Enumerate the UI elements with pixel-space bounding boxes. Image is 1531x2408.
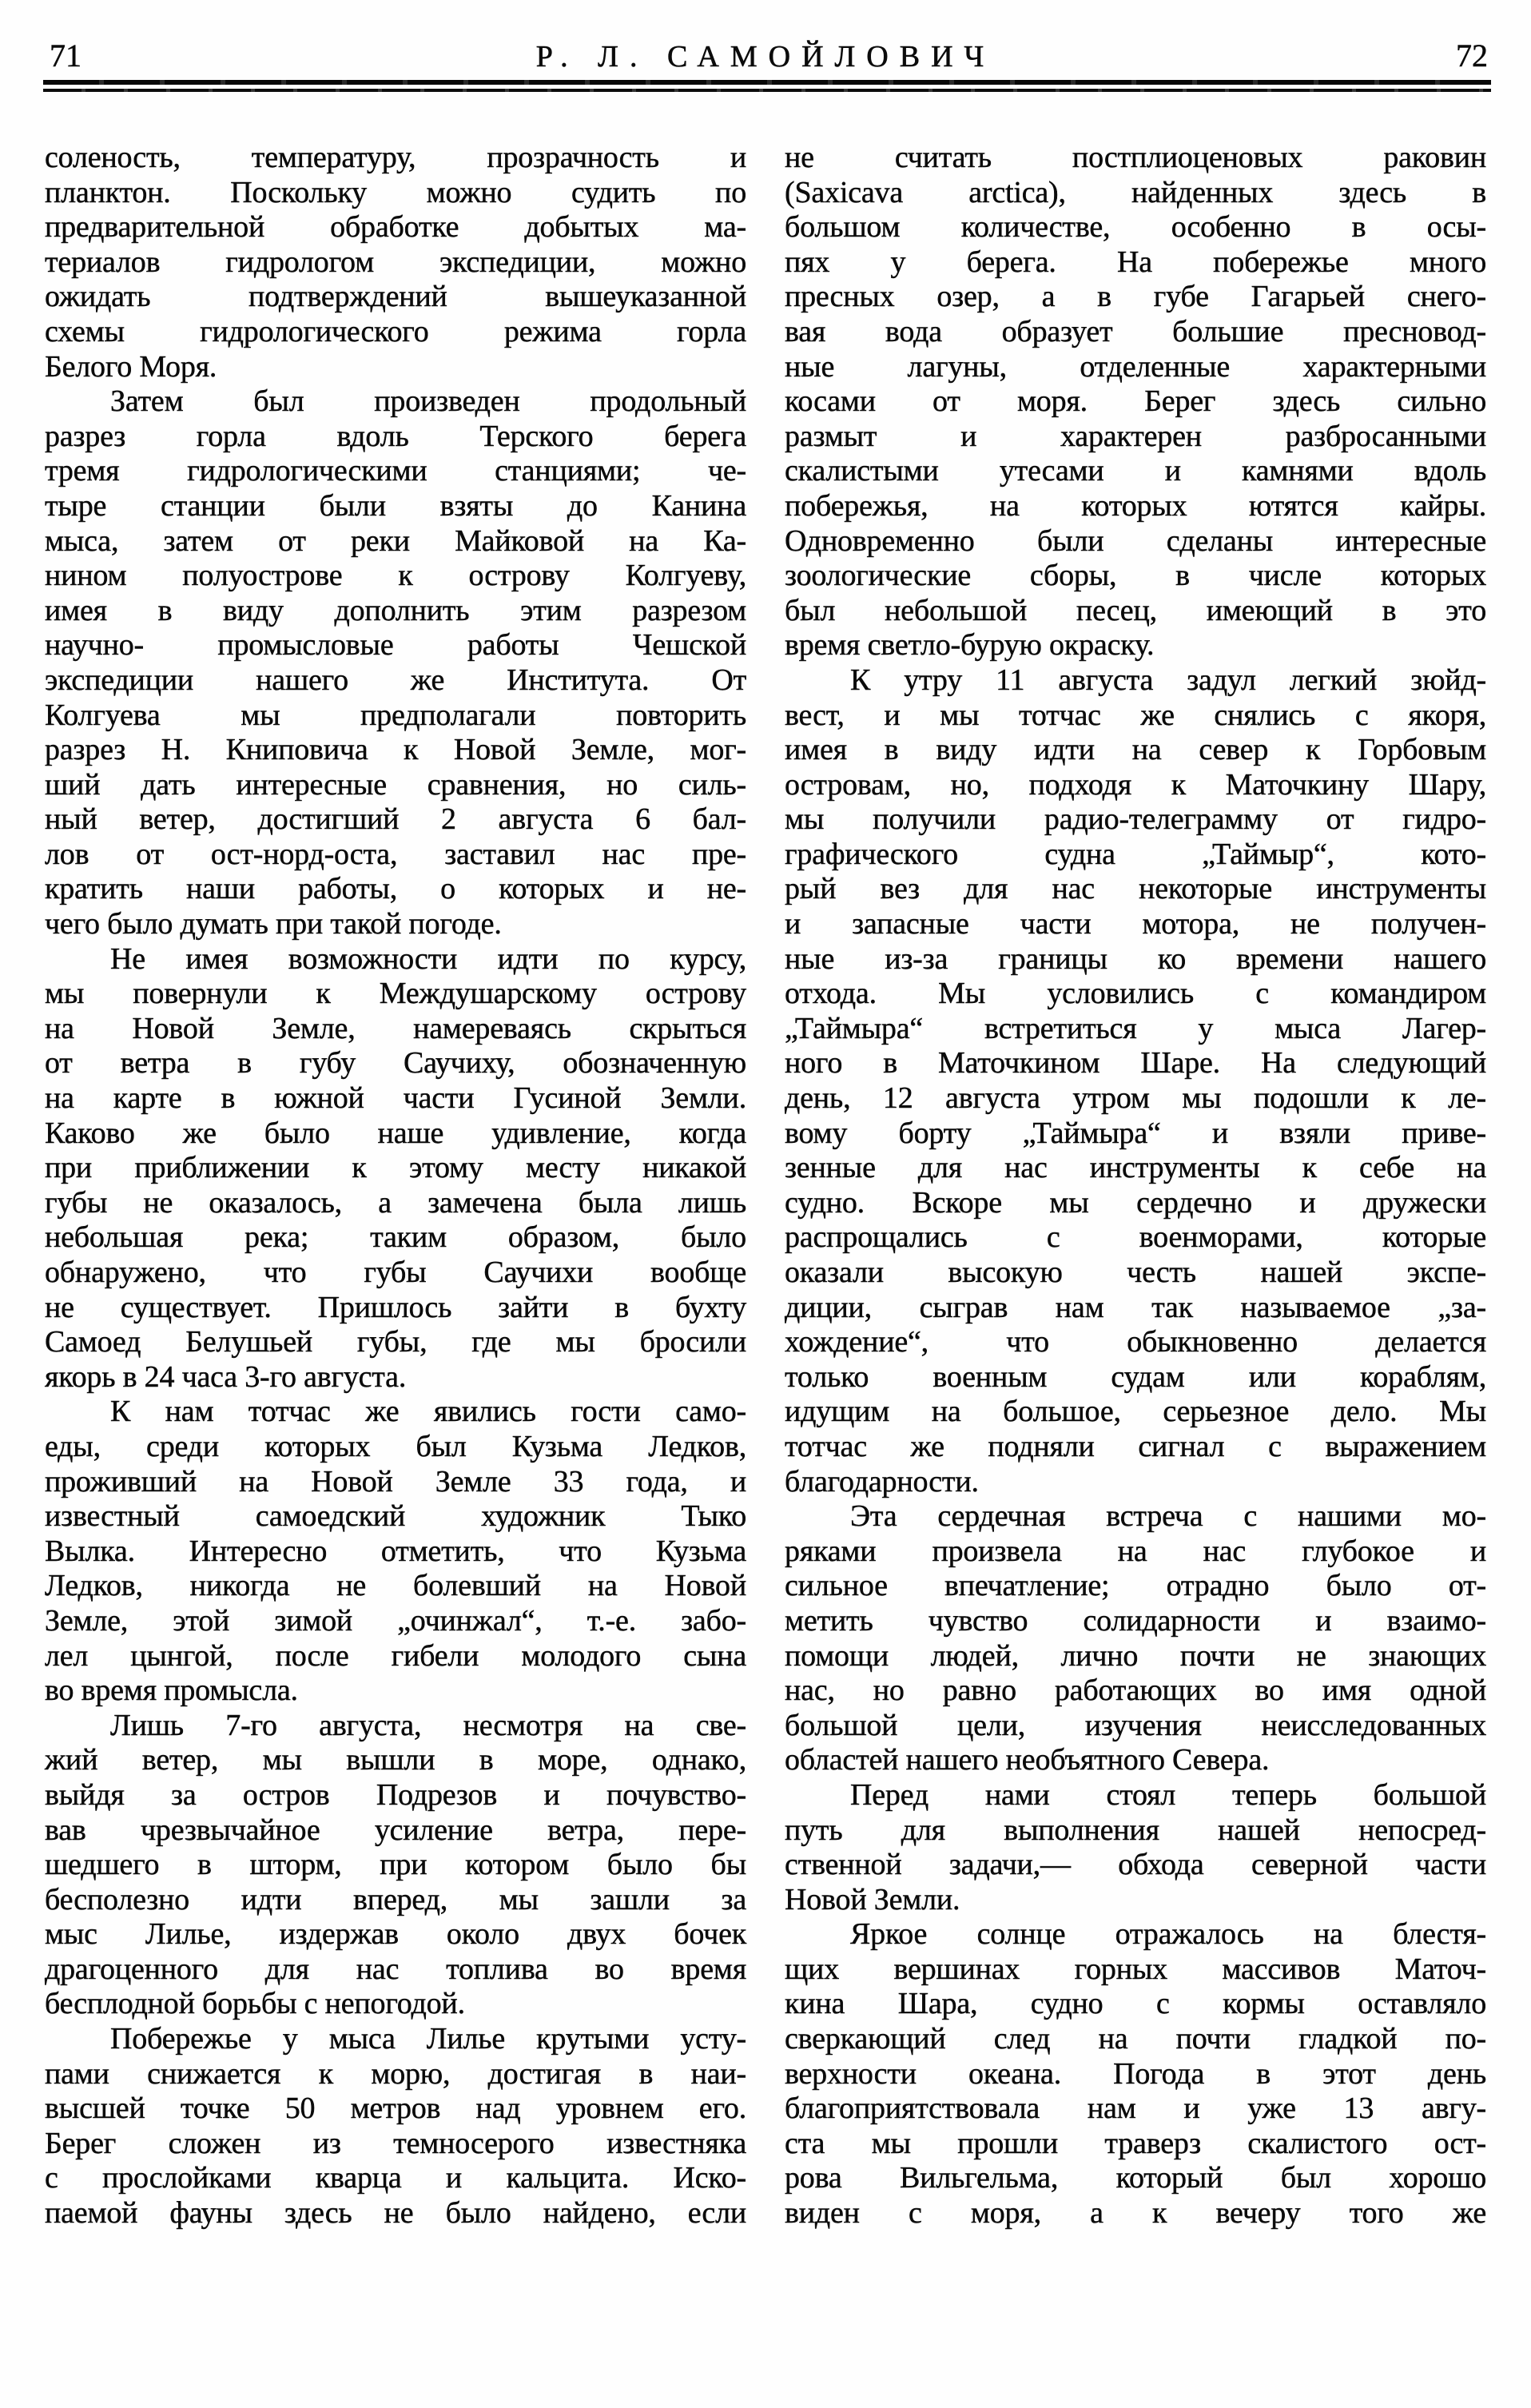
text-line: благоприятствовала нам и уже 13 авгу- [785, 2092, 1486, 2126]
page-header [43, 30, 1488, 72]
text-line: не считать постплиоценовых раковин [785, 141, 1486, 174]
text-line: помощи людей, лично почти не знающих [785, 1638, 1486, 1673]
text-line: Затем был произведен продольный [110, 384, 746, 419]
text-line: Белого Моря. [45, 349, 217, 384]
rule-line-bottom [43, 89, 1491, 92]
text-line: зенные для нас инструменты к себе на [785, 1151, 1486, 1185]
text-line: тотчас же подняли сигнал с выражением [785, 1429, 1486, 1463]
text-line: на карте в южной части Гусиной Земли. [45, 1081, 746, 1116]
text-line: благодарности. [785, 1464, 979, 1499]
text-line: Побережье у мыса Лилье крутыми усту- [110, 2022, 746, 2056]
text-line: косами от моря. Берег здесь сильно [785, 384, 1486, 419]
text-line: щих вершинах горных массивов Маточ- [785, 1952, 1486, 1986]
running-title: Р. Л. САМОЙЛОВИЧ [535, 40, 996, 74]
text-line: время светло-бурую окраску. [785, 628, 1155, 663]
text-line: паемой фауны здесь не было найдено, если [45, 2196, 746, 2231]
text-line: мыса, затем от реки Майковой на Ка- [45, 523, 746, 558]
text-line: побережья, на которых ютятся кайры. [785, 488, 1486, 523]
text-line: Каково же было наше удивление, когда [45, 1116, 746, 1150]
text-line: (Saxicava arctica), найденных здесь в [785, 175, 1486, 209]
text-line: ста мы прошли траверз скалистого ост- [785, 2126, 1486, 2160]
text-line: тыре станции были взяты до Канина [45, 488, 746, 523]
text-line: Эта сердечная встреча с нашими мо- [850, 1499, 1486, 1534]
text-line: лел цынгой, после гибели молодого сына [45, 1638, 746, 1673]
text-line: ные из-за границы ко времени нашего [785, 941, 1486, 976]
text-line: тремя гидрологическими станциями; че- [45, 454, 746, 488]
text-line: губы не оказалось, а замечена была лишь [45, 1185, 746, 1220]
text-line: бесплодной борьбы с непогодой. [45, 1987, 465, 2021]
text-line: Новой Земли. [785, 1882, 960, 1916]
text-line: островам, но, подходя к Маточкину Шару, [785, 767, 1486, 802]
text-line: метить чувство солидарности и взаимо- [785, 1603, 1486, 1638]
text-line: обнаружено, что губы Саучихи вообще [45, 1256, 746, 1289]
paragraph [785, 141, 1486, 663]
text-line: мы получили радио-телеграмму от гидро- [785, 802, 1486, 837]
text-line: известный самоедский художник Тыко [45, 1499, 746, 1534]
text-line: нас, но равно работающих во имя одной [785, 1674, 1486, 1708]
text-line: оказали высокую честь нашей экспе- [785, 1256, 1486, 1289]
text-line: мы повернули к Междушарскому острову [45, 977, 746, 1011]
text-line: размыт и характерен разбросанными [785, 419, 1486, 453]
text-line: зоологические сборы, в числе которых [785, 559, 1486, 593]
text-line: нином полуострове к острову Колгуеву, [45, 559, 746, 593]
text-line: „Таймыра“ встретиться у мыса Лагер- [785, 1011, 1486, 1045]
page-number-right: 72 [1456, 38, 1488, 74]
text-line: выйдя за остров Подрезов и почувство- [45, 1777, 746, 1812]
text-line: от ветра в губу Саучиху, обозначенную [45, 1046, 746, 1081]
text-line: идущим на большое, серьезное дело. Мы [785, 1395, 1486, 1429]
text-line: Перед нами стоял теперь большой [850, 1777, 1486, 1812]
text-line: соленость, температуру, прозрачность и [45, 141, 746, 174]
text-line: имея в виду идти на север к Горбовым [785, 733, 1486, 767]
text-line: К утру 11 августа задул легкий зюйд- [850, 663, 1486, 697]
text-line: путь для выполнения нашей непосред- [785, 1813, 1486, 1847]
text-line: распрощались с военморами, которые [785, 1220, 1486, 1255]
text-line: скалистыми утесами и камнями вдоль [785, 454, 1486, 488]
header-double-rule [43, 80, 1491, 92]
text-line: Ледков, никогда не болевший на Новой [45, 1569, 746, 1603]
text-line: ряками произвела на нас глубокое и [785, 1534, 1486, 1568]
text-line: кратить наши работы, о которых и не- [45, 872, 746, 906]
paragraph [45, 141, 746, 384]
paragraph [785, 1917, 1486, 2231]
text-line: вест, и мы тотчас же снялись с якоря, [785, 698, 1486, 732]
text-line: на Новой Земле, намереваясь скрыться [45, 1011, 746, 1045]
text-line: лов от ост-норд-оста, заставил нас пре- [45, 837, 746, 871]
text-line: Берег сложен из темносерого известняка [45, 2126, 746, 2160]
text-line: еды, среди которых был Кузьма Ледков, [45, 1429, 746, 1463]
text-line: пях у берега. На побережье много [785, 245, 1486, 279]
text-line: верхности океана. Погода в этот день [785, 2056, 1486, 2091]
text-line: не существует. Пришлось зайти в бухту [45, 1290, 746, 1324]
text-line: был небольшой песец, имеющий в это [785, 593, 1486, 627]
text-line: отхода. Мы условились с командиром [785, 977, 1486, 1011]
text-line: Яркое солнце отражалось на блестя- [850, 1917, 1486, 1952]
text-line: день, 12 августа утром мы подошли к ле- [785, 1081, 1486, 1116]
paragraph [45, 1709, 746, 2022]
left-column [45, 141, 746, 2231]
text-line: областей нашего необъятного Севера. [785, 1743, 1270, 1777]
paragraph [785, 1499, 1486, 1778]
paragraph [785, 1778, 1486, 1917]
right-column [785, 141, 1486, 2231]
text-line: предварительной обработке добытых ма- [45, 210, 746, 245]
text-line: ственной задачи,— обхода северной части [785, 1848, 1486, 1882]
text-line: жий ветер, мы вышли в море, однако, [45, 1743, 746, 1777]
text-line: только военным судам или кораблям, [785, 1359, 1486, 1394]
page-number-left: 71 [50, 38, 82, 74]
text-line: с прослойками кварца и кальцита. Иско- [45, 2161, 746, 2195]
text-line: Земле, этой зимой „очинжал“, т.-е. забо- [45, 1603, 746, 1638]
text-line: рова Вильгельма, который был хорошо [785, 2161, 1486, 2195]
text-line: виден с моря, а к вечеру того же [785, 2196, 1486, 2231]
text-line: чего было думать при такой погоде. [45, 907, 502, 941]
text-line: териалов гидрологом экспедиции, можно [45, 245, 746, 279]
text-line: вая вода образует большие пресновод- [785, 314, 1486, 348]
text-line: высшей точке 50 метров над уровнем его. [45, 2092, 746, 2126]
text-line: сверкающий след на почти гладкой по- [785, 2022, 1486, 2056]
text-line: кина Шара, судно с кормы оставляло [785, 1987, 1486, 2021]
text-line: пресных озер, а в губе Гагарьей снего- [785, 280, 1486, 314]
rule-line-top [43, 80, 1491, 85]
text-line: пами снижается к морю, достигая в наи- [45, 2056, 746, 2091]
text-line: Самоед Белушьей губы, где мы бросили [45, 1325, 746, 1359]
text-line: большом количестве, особенно в осы- [785, 210, 1486, 245]
text-line: драгоценного для нас топлива во время [45, 1952, 746, 1986]
text-line: хождение“, что обыкновенно делается [785, 1325, 1486, 1359]
text-line: рый вез для нас некоторые инструменты [785, 872, 1486, 906]
text-line: ший дать интересные сравнения, но силь- [45, 767, 746, 802]
text-line: ные лагуны, отделенные характерными [785, 349, 1486, 384]
text-line: во время промысла. [45, 1674, 298, 1708]
text-line: имея в виду дополнить этим разрезом [45, 593, 746, 627]
paragraph [785, 663, 1486, 1499]
paragraph [45, 1395, 746, 1708]
text-line: разрез Н. Книповича к Новой Земле, мог- [45, 733, 746, 767]
text-line: экспедиции нашего же Института. От [45, 663, 746, 697]
text-line: графического судна „Таймыр“, кото- [785, 837, 1486, 871]
text-line: вому борту „Таймыра“ и взяли приве- [785, 1116, 1486, 1150]
text-line: большой цели, изучения неисследованных [785, 1708, 1486, 1742]
text-line: якорь в 24 часа 3-го августа. [45, 1359, 407, 1394]
text-line: схемы гидрологического режима горла [45, 314, 746, 348]
text-line: судно. Вскоре мы сердечно и дружески [785, 1185, 1486, 1220]
text-line: проживший на Новой Земле 33 года, и [45, 1464, 746, 1499]
text-line: ного в Маточкином Шаре. На следующий [785, 1046, 1486, 1081]
text-line: Лишь 7-го августа, несмотря на све- [110, 1708, 746, 1742]
text-line: и запасные части мотора, не получен- [785, 907, 1486, 941]
text-line: мыс Лилье, издержав около двух бочек [45, 1917, 746, 1952]
text-line: Вылка. Интересно отметить, что Кузьма [45, 1534, 746, 1568]
text-line: небольшая река; таким образом, было [45, 1220, 746, 1255]
text-line: научно- промысловые работы Чешской [45, 628, 746, 663]
text-line: шедшего в шторм, при котором было бы [45, 1848, 746, 1882]
text-line: Одновременно были сделаны интересные [785, 523, 1486, 558]
text-line: диции, сыграв нам так называемое „за- [785, 1290, 1486, 1324]
text-line: ожидать подтверждений вышеуказанной [45, 280, 746, 314]
text-line: бесполезно идти вперед, мы зашли за [45, 1882, 746, 1916]
text-line: при приближении к этому месту никакой [45, 1151, 746, 1185]
text-line: сильное впечатление; отрадно было от- [785, 1569, 1486, 1603]
text-line: разрез горла вдоль Терского берега [45, 419, 746, 453]
text-line: вав чрезвычайное усиление ветра, пере- [45, 1813, 746, 1847]
paragraph [45, 942, 746, 1395]
text-line: планктон. Поскольку можно судить по [45, 175, 746, 209]
paragraph [45, 2022, 746, 2231]
paragraph [45, 384, 746, 942]
text-line: Не имея возможности идти по курсу, [110, 941, 746, 976]
text-line: Колгуева мы предполагали повторить [45, 698, 746, 732]
text-line: ный ветер, достигший 2 августа 6 бал- [45, 802, 746, 837]
text-line: К нам тотчас же явились гости само- [110, 1395, 746, 1429]
text-columns [45, 141, 1486, 2231]
